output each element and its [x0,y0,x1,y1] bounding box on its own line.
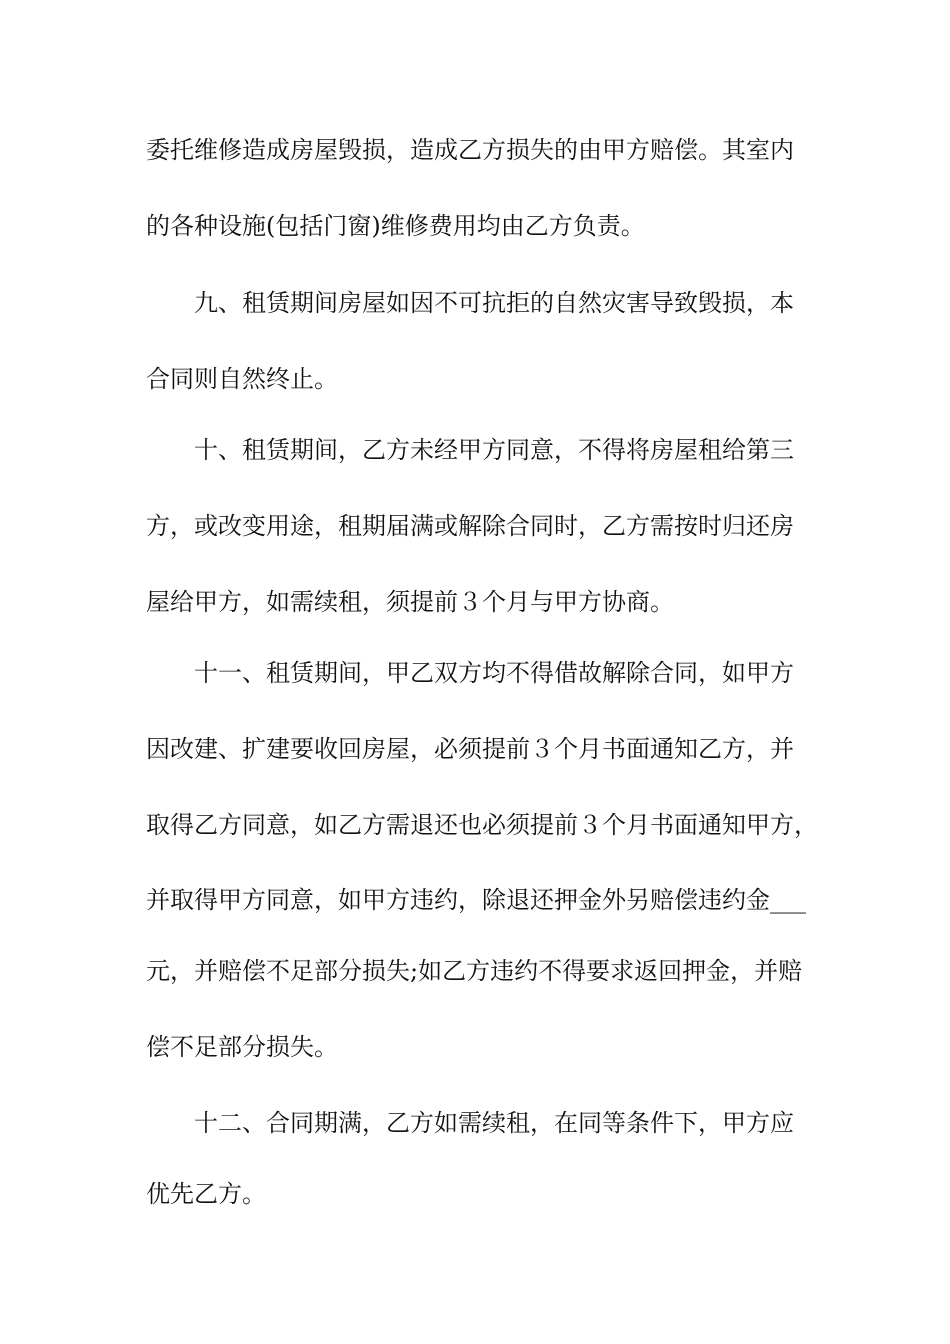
text-line: 九、租赁期间房屋如因不可抗拒的自然灾害导致毁损，本 [146,289,794,317]
text-line: 因改建、扩建要收回房屋，必须提前３个月书面通知乙方，并 [146,735,794,763]
text-line: 合同则自然终止。 [146,365,338,393]
text-line: 委托维修造成房屋毁损，造成乙方损失的由甲方赔偿。其室内 [146,136,794,164]
text-line: 并取得甲方同意，如甲方违约，除退还押金外另赔偿违约金___ [146,886,806,914]
text-line: 取得乙方同意，如乙方需退还也必须提前３个月书面通知甲方， [146,811,818,839]
text-line: 偿不足部分损失。 [146,1033,338,1061]
text-line: 十二、合同期满，乙方如需续租，在同等条件下，甲方应 [146,1109,794,1137]
text-line: 方，或改变用途，租期届满或解除合同时，乙方需按时归还房 [146,512,794,540]
text-line: 十一、租赁期间，甲乙双方均不得借故解除合同，如甲方 [146,659,794,687]
text-line: 屋给甲方，如需续租，须提前３个月与甲方协商。 [146,588,674,616]
text-line: 的各种设施(包括门窗)维修费用均由乙方负责。 [146,212,645,240]
text-line: 优先乙方。 [146,1180,266,1208]
text-line: 十、租赁期间，乙方未经甲方同意，不得将房屋租给第三 [146,436,794,464]
text-line: 元，并赔偿不足部分损失;如乙方违约不得要求返回押金，并赔 [146,957,803,985]
